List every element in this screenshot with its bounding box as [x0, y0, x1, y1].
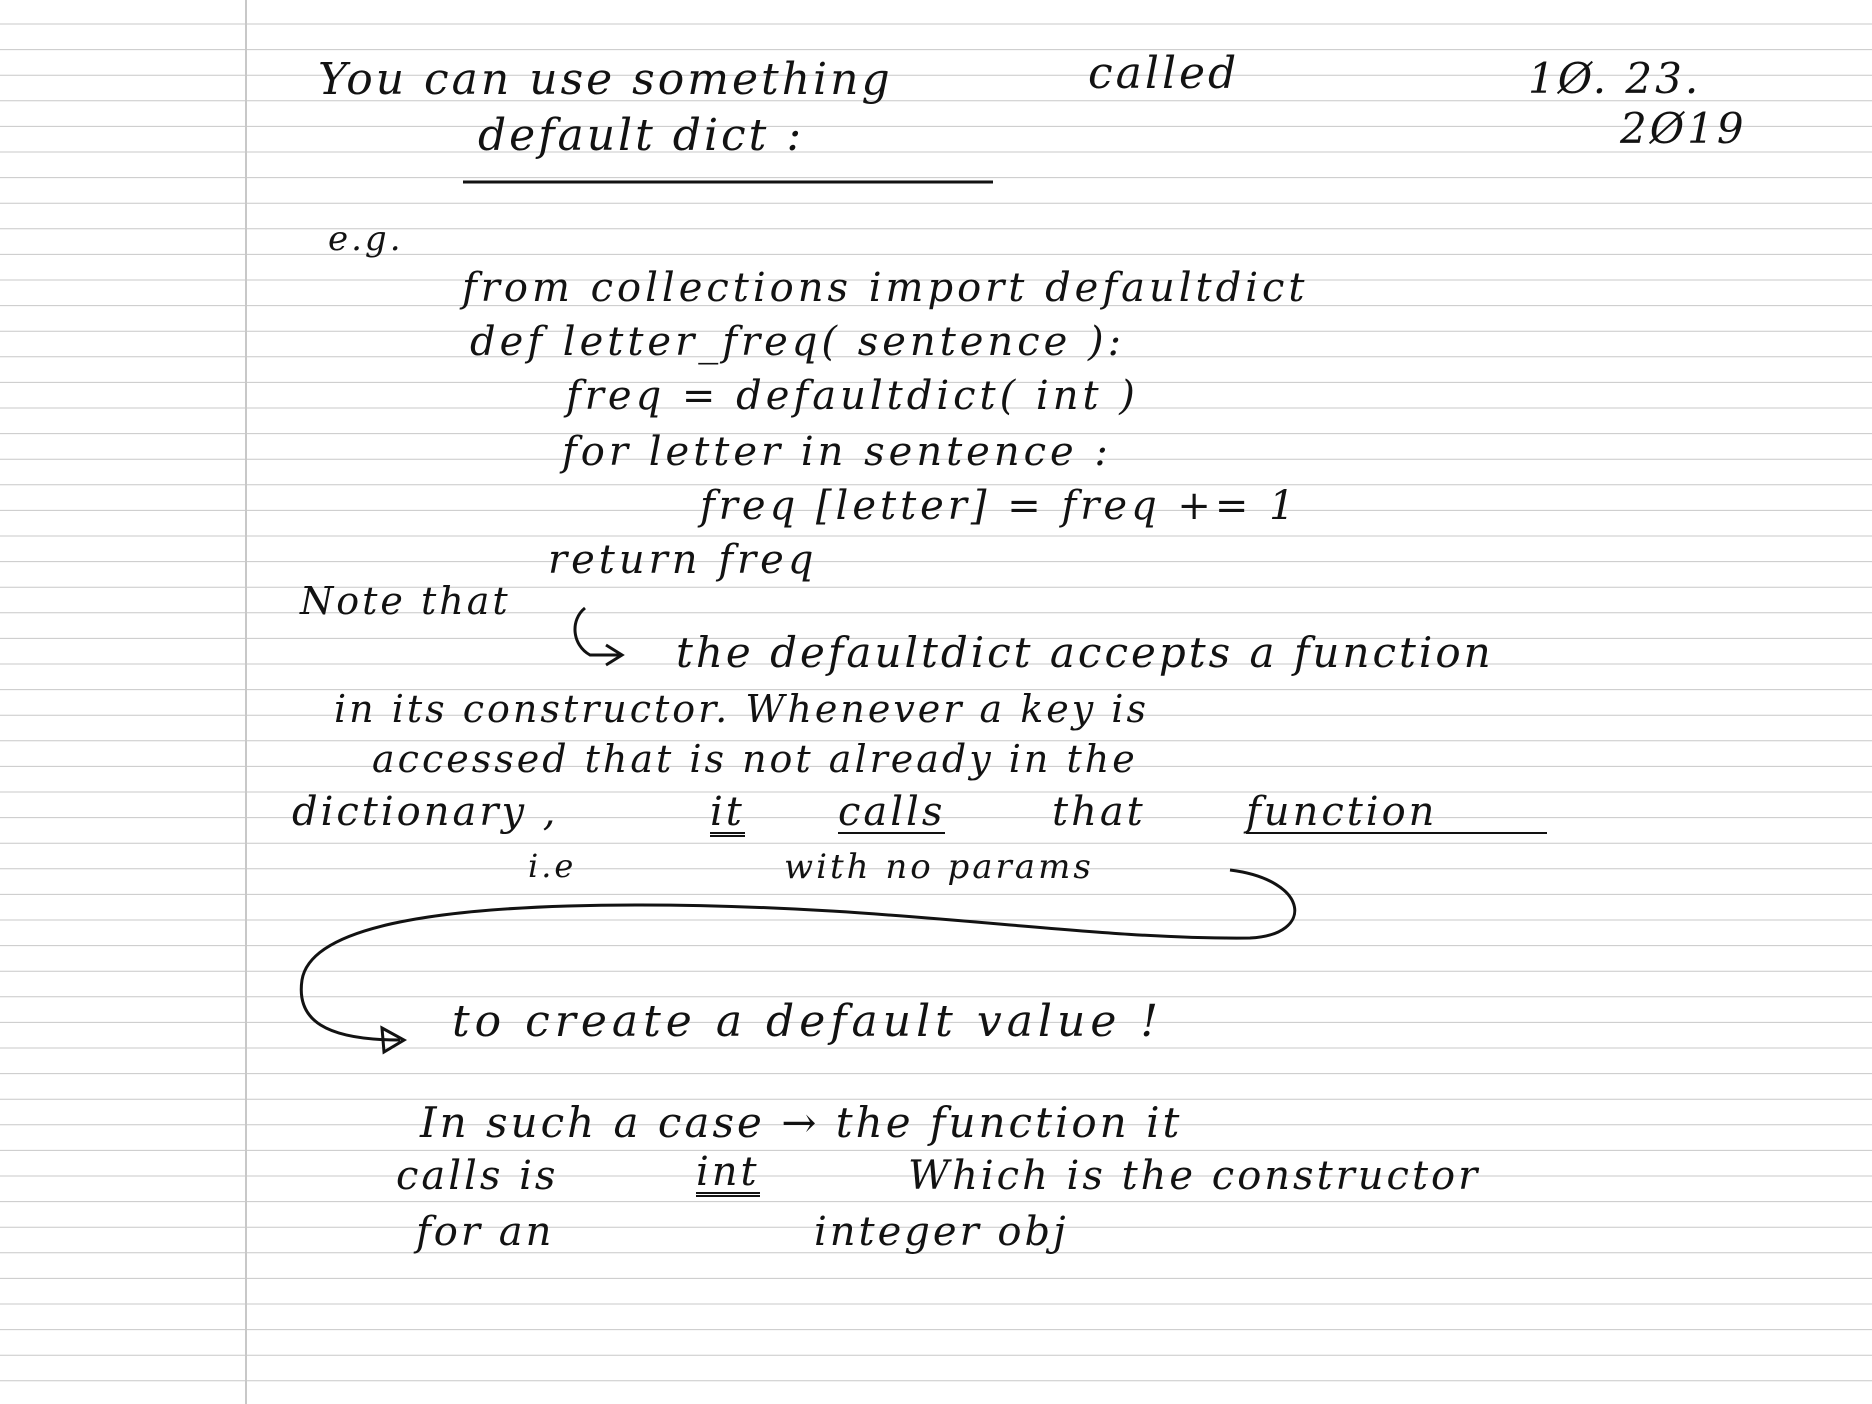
code-line: for letter in sentence : [562, 429, 1112, 475]
code-line: return freq [548, 537, 818, 583]
emphasis-int: int [696, 1149, 760, 1195]
intro-suffix-text: called [1088, 48, 1240, 99]
aside-ie: i.e [528, 847, 577, 885]
note-label: Note that [300, 579, 511, 623]
intro-text: You can use something [318, 54, 893, 105]
example-label: e.g. [328, 219, 404, 259]
date-line-2: 2Ø19 [1620, 104, 1747, 153]
aside-params: with no params [784, 847, 1094, 887]
emphasis-calls: calls [838, 789, 946, 835]
explanation-that: that [1052, 789, 1146, 835]
emphasis-function: function [1246, 792, 1547, 834]
summary-line-2-prefix: calls is [396, 1153, 559, 1199]
code-line: freq = defaultdict( int ) [566, 373, 1139, 419]
summary-line-2-suffix: Which is the constructor [908, 1153, 1481, 1199]
summary-line-3-prefix: for an [416, 1209, 555, 1255]
explanation-line: in its constructor. Whenever a key is [334, 687, 1149, 731]
code-line: freq [letter] = freq += 1 [700, 483, 1299, 529]
date-line-1: 1Ø. 23. [1528, 54, 1702, 103]
conclusion-line: to create a default value ! [452, 996, 1164, 1047]
summary-line-3-suffix: integer obj [814, 1209, 1069, 1255]
emphasis-it: it [710, 789, 745, 835]
explanation-line: the defaultdict accepts a function [676, 628, 1494, 677]
explanation-line: accessed that is not already in the [372, 737, 1138, 781]
summary-line: In such a case → the function it [420, 1098, 1183, 1147]
code-line: from collections import defaultdict [462, 265, 1309, 311]
code-line: def letter_freq( sentence ): [470, 319, 1126, 365]
explanation-line-4-prefix: dictionary , [292, 789, 559, 835]
topic-title: default dict : [478, 110, 805, 161]
